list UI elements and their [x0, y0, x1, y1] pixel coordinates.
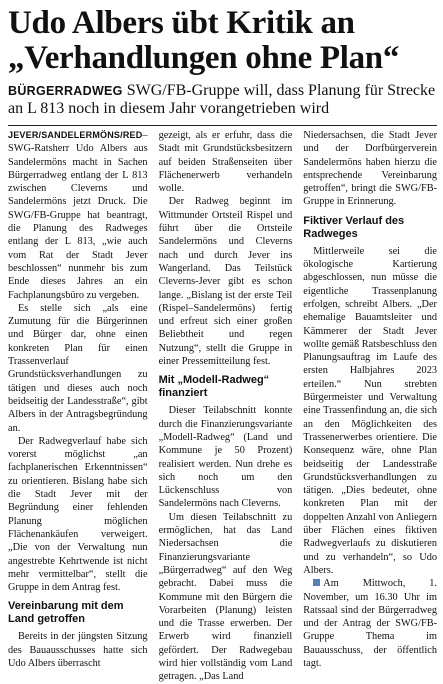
- end-marker-icon: [313, 579, 320, 586]
- section-heading: Mit „Modell-Radweg“ finanziert: [158, 374, 270, 400]
- paragraph: Bereits in der jüngsten Sitzung des Bauausschusses hatte sich Udo Albers überrascht: [8, 631, 148, 669]
- paragraph: Es stelle sich „als eine Zumutung für die Bürgerinnen und Bürger dar, ohne einen konkreten Plan für einen Trassenverlauf Grundstücksverhandlungen zu tätigen und dieses auch noch beidseitig der Landesstraße“, gibt Albers in der Antragsbegründung an.: [8, 302, 148, 434]
- article-body: [8, 129, 437, 684]
- column-2: [159, 129, 293, 684]
- paragraph: Der Radweg beginnt im Wittmunder Ortsteil Rispel und führt über die Ortsteile Sandelermöns und Cleverns nach und durch Jever ins Wangerland. Das Teilstück Cleverns-Jever gibt es schon lange. „Bislang ist der erste Teil (Rispel–Sandelermöns) fertig und erfreut sich einer großen Beliebtheit und regen Nutzung“, stellt die Gruppe in einer Pressemitteilung fest.: [158, 196, 293, 368]
- paragraph: [8, 129, 148, 302]
- byline: JEVER/SANDELERMÖNS/RED: [8, 130, 143, 140]
- subheadline-text: SWG/FB-Gruppe will, dass Planung für Strecke an L 813 noch in diesem Jahr vorangetrieben wird: [8, 82, 436, 117]
- paragraph: Dieser Teilabschnitt konnte durch die Finanzierungsvariante „Modell-Radweg“ (Land und Kommune je 50 Prozent) realisiert werden. Nun drehe es sich noch um den Lückenschluss von Sandelermöns nach Cleverns.: [158, 405, 293, 510]
- paragraph: Um diesen Teilabschnitt zu ermöglichen, hat das Land Niedersachsen die Finanzierungsvariante „Bürgerradweg“ auf den Weg gebracht. Dabei muss die Kommune mit den Bürgern die Vorarbeiten (Planung) leisten und die Trasse erwerben. Der Erwerb wird finanziell gefördert. Der Radwegebau wird hier vollständig vom Land getragen. „Das Land: [158, 511, 293, 683]
- column-3: [303, 129, 437, 684]
- paragraph: Mittlerweile sei die ökologische Kartierung abgeschlossen, nun müsse die eigentliche Trassenplanung erfolgen, schreibt Albers. „Der ehemalige Bauamtsleiter und Kämmerer der Stadt Jever wollte gemäß Ratsbeschluss den Planungsauftrag im Laufe des ersten Halbjahres 2023 erteilen.“ Nun strebten Bürgermeister und Verwaltung eine Trassenfindung an, die sich an den Möglichkeiten des Trassenerwerbes orientiere. Die Konsequenz wäre, ohne Plan beidseitig der Landesstraße Grundstücksverhandlungen zu tätigen. „Dies bedeutet, ohne konkreten Plan mit der doppelten Anzahl von Anliegern über Flächen eines fiktiven Radwegverlaufs zu diskutieren und zu verhandeln“, so Udo Albers.: [303, 245, 437, 576]
- section-heading: Vereinbarung mit dem Land getroffen: [8, 600, 124, 626]
- paragraph: gezeigt, als er erfuhr, dass die Stadt mit Grundstücksbesitzern auf beiden Straßenseiten über Flächenerwerb verhandeln wolle.: [158, 130, 293, 195]
- headline-line-2: „Verhandlungen ohne Plan“: [8, 40, 400, 76]
- headline: [8, 6, 437, 76]
- paragraph: Der Radwegverlauf habe sich vorerst möglichst „an fachplanerischen Erkenntnissen“ zu orientieren. Bislang habe sich die Stadt Jever mit der Begründung einer fehlenden Planung möglichen Flächenankäufen verweigert. „Die von der Verwaltung nun angestrebte Kehrtwende ist nicht mehr vermittelbar“, stellt die Gruppe in dem Antrag fest.: [8, 435, 148, 594]
- subheadline: [8, 82, 437, 118]
- paragraph-text: – SWG-Ratsherr Udo Albers aus Sandelermöns macht in Sachen Bürgerradweg entlang der L 813 zwischen Cleverns und Sandelermöns jetzt Druck. Die SWG/FB-Gruppe hat beantragt, die Planung des Radweges entlang der L 813, „wie auch vom Rat der Stadt Jever beschlossen“ nunmehr bis zum Ende dieses Jahres an ein Fachplanungsbüro zu vergeben.: [8, 130, 148, 301]
- headline-line-1: Udo Albers übt Kritik an: [8, 5, 355, 41]
- paragraph: [303, 577, 437, 670]
- paragraph-text: Am Mittwoch, 1. November, um 16.30 Uhr im Ratssaal sind der Bürgerradweg und der Antrag der SWG/FB-Gruppe Thema im Bauausschuss, der öffentlich tagt.: [303, 578, 437, 669]
- paragraph: Niedersachsen, die Stadt Jever und der Dorfbürgerverein Sandelermöns haben hierzu die entsprechende Vereinbarung getroffen“, bringt die SWG/FB-Gruppe in Erinnerung.: [303, 130, 437, 208]
- divider: [8, 125, 437, 126]
- kicker: BÜRGERRADWEG: [8, 84, 123, 98]
- section-heading: Fiktiver Verlauf des Radweges: [303, 214, 405, 240]
- column-1: [8, 129, 148, 684]
